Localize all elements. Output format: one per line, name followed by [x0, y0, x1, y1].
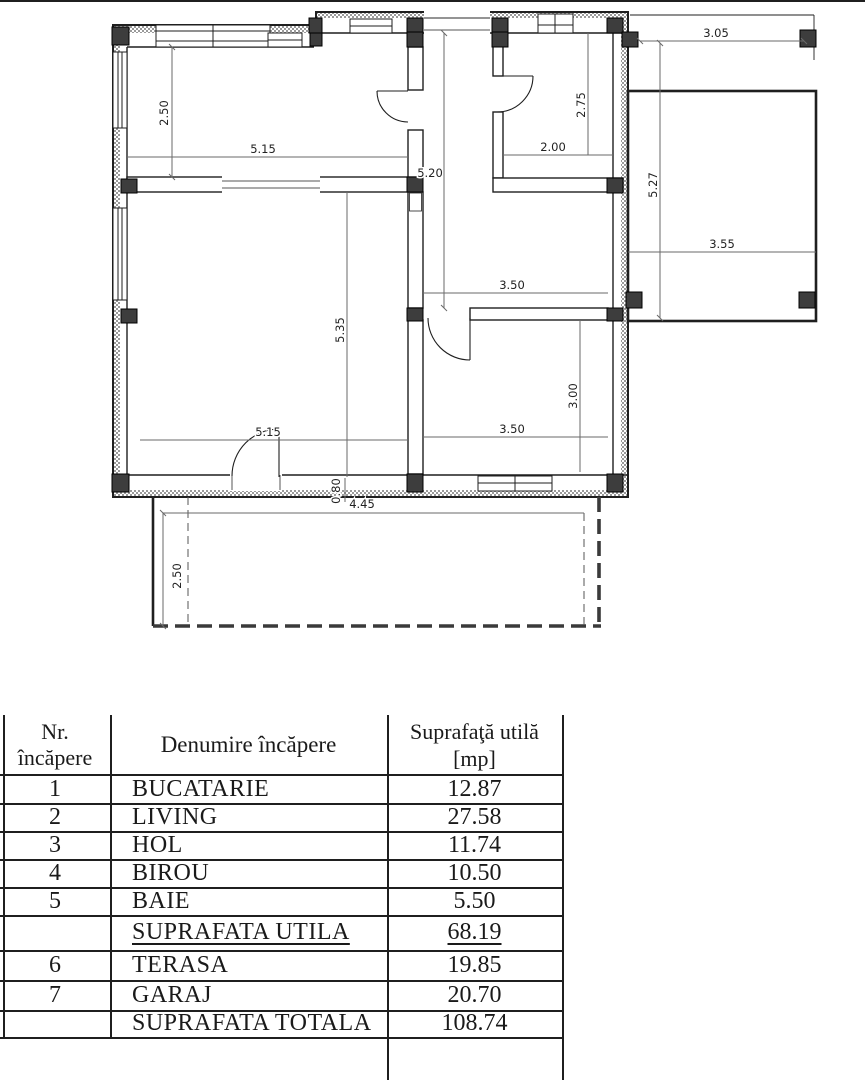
dim-drive-width: 3.05 — [703, 26, 729, 40]
exterior-walls — [113, 12, 628, 497]
dim-kitchen-height: 2.50 — [157, 100, 171, 126]
table-row: 3 HOL 11.74 — [49, 831, 502, 858]
doors — [232, 76, 533, 477]
window-living-left — [113, 208, 127, 300]
table-border-top — [0, 0, 865, 2]
dim-office-height: 3.00 — [566, 383, 580, 409]
table-row: 5 BAIE 5.50 — [49, 887, 496, 914]
dim-living-height: 5.35 — [333, 317, 347, 343]
dim-hall-width: 3.50 — [499, 278, 525, 292]
dim-bath-height: 2.75 — [574, 92, 588, 118]
window-kitchen-top — [156, 25, 270, 47]
dim-office-width: 3.50 — [499, 422, 525, 436]
table-row-suprafata-totala: SUPRAFATA TOTALA 108.74 — [132, 1010, 508, 1036]
window-kitchen-top-2 — [268, 33, 302, 47]
dim-garage-width: 3.55 — [709, 237, 735, 251]
terrace — [153, 497, 601, 626]
table-border-right — [562, 715, 564, 1080]
dim-hall-height: 5.20 — [417, 166, 443, 180]
garage-walls — [628, 15, 816, 321]
dim-terrace-width: 4.45 — [349, 497, 375, 511]
wall-openings — [222, 11, 490, 491]
dimension-labels — [157, 26, 735, 589]
exterior-wall-hatch — [113, 12, 628, 497]
window-bath-top — [538, 14, 573, 33]
window-kitchen-left — [113, 52, 127, 128]
dim-terrace-offset: 0.80 — [329, 478, 343, 504]
table-border-bottom — [0, 1037, 562, 1039]
window-hall-top — [350, 19, 392, 33]
dim-terrace-depth: 2.50 — [170, 563, 184, 589]
dim-garage-height: 5.27 — [646, 172, 660, 198]
door-kitchen — [377, 91, 408, 122]
header-suprafata: Suprafaţă utilă [mp] — [410, 719, 539, 771]
structural-columns — [112, 18, 816, 492]
windows — [113, 14, 573, 491]
dim-bath-width: 2.00 — [540, 140, 566, 154]
dim-kitchen-width: 5.15 — [250, 142, 276, 156]
table-row: 4 BIROU 10.50 — [49, 859, 502, 886]
table-row-suprafata-utila: SUPRAFATA UTILA 68.19 — [132, 919, 502, 945]
table-header-row — [0, 716, 562, 774]
interior-walls — [127, 33, 623, 474]
table-row: 2 LIVING 27.58 — [49, 803, 502, 830]
door-office — [428, 318, 470, 360]
door-bath — [497, 76, 533, 112]
dim-living-width: 5.15 — [255, 425, 281, 439]
window-office-bottom — [478, 476, 552, 491]
dimension-lines — [127, 30, 816, 629]
header-denumire: Denumire încăpere — [160, 732, 337, 757]
header-nr-incapere: Nr. încăpere — [17, 719, 93, 770]
table-row: 6 TERASA 19.85 — [49, 951, 502, 978]
table-row: 7 GARAJ 20.70 — [49, 981, 502, 1008]
table-row: 1 BUCATARIE 12.87 — [49, 775, 502, 802]
